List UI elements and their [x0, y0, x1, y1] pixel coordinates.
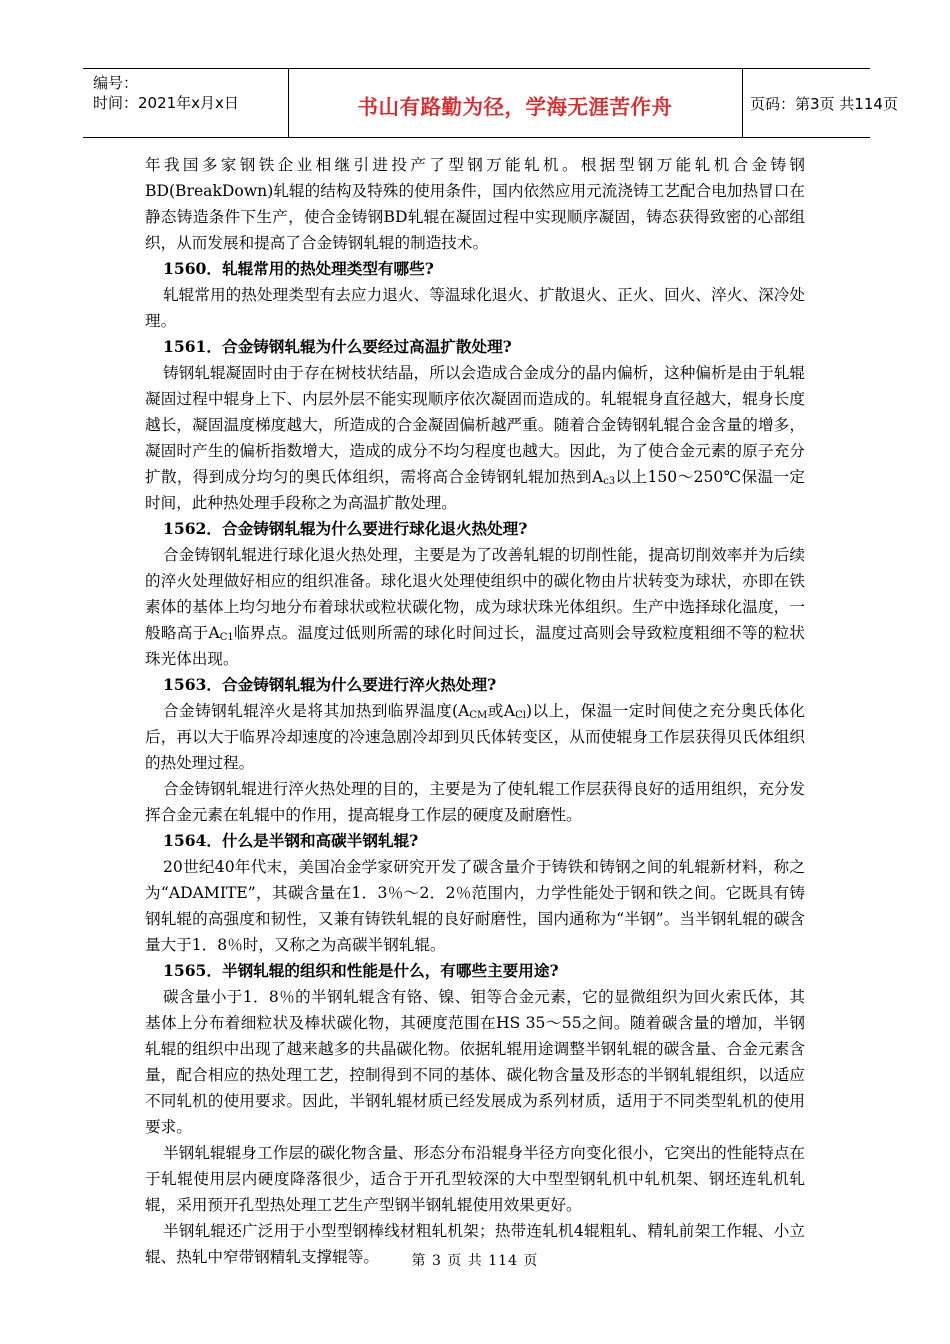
header-motto: 书山有路勤为径，学海无涯苦作舟 [357, 95, 673, 119]
header-motto-cell [288, 69, 743, 137]
answer-text: 合金铸钢轧辊进行球化退火热处理，主要是为了改善轧辊的切削性能，提高切削效率并为后续的淬火处理做好相应的组织准备。球化退火处理使组织中的碳化物由片状转变为球状，亦即在铁素体的基体上均匀地分布着球状或粒状碳化物，成为球状珠光体组织。生产中选择球化温度，一般略高于A [145, 546, 805, 642]
question-heading: 1561．合金铸钢轧辊为什么要经过高温扩散处理? [163, 337, 512, 356]
header-meta-cell [83, 69, 289, 137]
document-header [83, 68, 898, 138]
question-heading: 1562．合金铸钢轧辊为什么要进行球化退火热处理? [163, 519, 528, 538]
answer-text: )以上，保温一定时间使之充分奥氏体化后，再以大于临界冷却速度的冷速急剧冷却到贝氏体转变区，从而使辊身工作层获得贝氏体组织的热处理过程。 [145, 702, 805, 772]
header-page-cell [742, 69, 898, 137]
answer-text: 铸钢轧辊凝固时由于存在树枝状结晶，所以会造成合金成分的晶内偏析，这种偏析是由于轧辊凝固过程中辊身上下、内层外层不能实现顺序依次凝固而造成的。轧辊辊身直径越大，辊身长度越长，凝固温度梯度越大，所造成的合金凝固偏析越严重。随着合金铸钢轧辊合金含量的增多，凝固时产生的偏析指数增大，造成的成分不均匀程度也越大。因此，为了使合金元素的原子充分扩散，得到成分均匀的奥氏体组织，需将高合金铸钢轧辊加热到A [145, 364, 805, 486]
code-label: 编号： [93, 74, 139, 92]
question-heading: 1563．合金铸钢轧辊为什么要进行淬火热处理? [163, 675, 497, 694]
answer-paragraph: 合金铸钢轧辊进行淬火热处理的目的，主要是为了使轧辊工作层获得良好的适用组织，充分发挥合金元素在轧辊中的作用，提高辊身工作层的硬度及耐磨性。 [145, 780, 805, 824]
answer-paragraph: 碳含量小于1．8％的半钢轧辊含有铬、镍、钼等合金元素，它的显微组织为回火索氏体，其基体上分布着细粒状及棒状碳化物，其硬度范围在HS 35～55之间。随着碳含量的增加，半钢轧辊的组织中出现了越来越多的共晶碳化物。依据轧辊用途调整半钢轧辊的碳含量、合金元素含量，配合相应的热处理工艺，控制得到不同的基体、碳化物含量及形态的半钢轧辊组织，以适应不同轧机的使用要求。因此，半钢轧辊材质已经发展成为系列材质，适用于不同类型轧机的使用要求。 [145, 988, 805, 1136]
answer-paragraph [145, 542, 805, 672]
question-heading: 1565．半钢轧辊的组织和性能是什么，有哪些主要用途? [163, 961, 559, 980]
question-heading: 1564．什么是半钢和高碳半钢轧辊? [163, 831, 419, 850]
subscript: c3 [603, 476, 616, 487]
header-page-info: 页码：第3页 共114页 [750, 95, 898, 113]
subscript: CM [469, 710, 488, 721]
answer-text: 合金铸钢轧辊淬火是将其加热到临界温度(A [163, 702, 470, 720]
answer-paragraph [145, 360, 805, 516]
answer-paragraph: 半钢轧辊辊身工作层的碳化物含量、形态分布沿辊身半径方向变化很小，它突出的性能特点在于轧辊使用层内硬度降落很少，适合于开孔型较深的大中型型钢轧机中轧机架、钢坯连轧机轧辊，采用预开孔型热处理工艺生产型钢半钢轧辊使用效果更好。 [145, 1144, 805, 1214]
answer-text: 或A [487, 702, 516, 720]
answer-text: 以上150～250℃保温一定时间，此种热处理手段称之为高温扩散处理。 [145, 468, 805, 512]
answer-text: 临界点。温度过低则所需的球化时间过长，温度过高则会导致粒度粗细不等的粒状珠光体出现。 [145, 624, 805, 668]
subscript: C1 [219, 632, 234, 643]
paragraph: 年我国多家钢铁企业相继引进投产了型钢万能轧机。根据型钢万能轧机合金铸钢BD(BreakDown)轧辊的结构及特殊的使用条件，国内依然应用元流浇铸工艺配合电加热冒口在静态铸造条件下生产，使合金铸钢BD轧辊在凝固过程中实现顺序凝固，铸态获得致密的心部组织，从而发展和提高了合金铸钢轧辊的制造技术。 [145, 156, 805, 252]
answer-paragraph: 轧辊常用的热处理类型有去应力退火、等温球化退火、扩散退火、正火、回火、淬火、深冷处理。 [145, 286, 805, 330]
question-heading: 1560．轧辊常用的热处理类型有哪些? [163, 259, 434, 278]
answer-paragraph: 20世纪40年代末，美国冶金学家研究开发了碳含量介于铸铁和铸钢之间的轧辊新材料，称之为“ADAMITE”，其碳含量在1．3％～2．2％范围内，力学性能处于钢和铁之间。它既具有铸钢轧辊的高强度和韧性，又兼有铸铁轧辊的良好耐磨性，国内通称为“半钢”。当半钢轧辊的碳含量大于1．8％时，又称之为高碳半钢轧辊。 [145, 858, 805, 954]
page-footer: 第 3 页 共 114 页 [411, 1253, 539, 1269]
answer-paragraph [145, 698, 805, 776]
document-body [145, 152, 805, 1270]
subscript: Cl [515, 710, 526, 721]
answer-paragraph: 半钢轧辊还广泛用于小型型钢棒线材粗轧机架；热带连轧机4辊粗轧、精轧前架工作辊、小立辊、热轧中窄带钢精轧支撑辊等。 [145, 1222, 805, 1266]
time-label: 时间：2021年x月x日 [93, 94, 239, 112]
